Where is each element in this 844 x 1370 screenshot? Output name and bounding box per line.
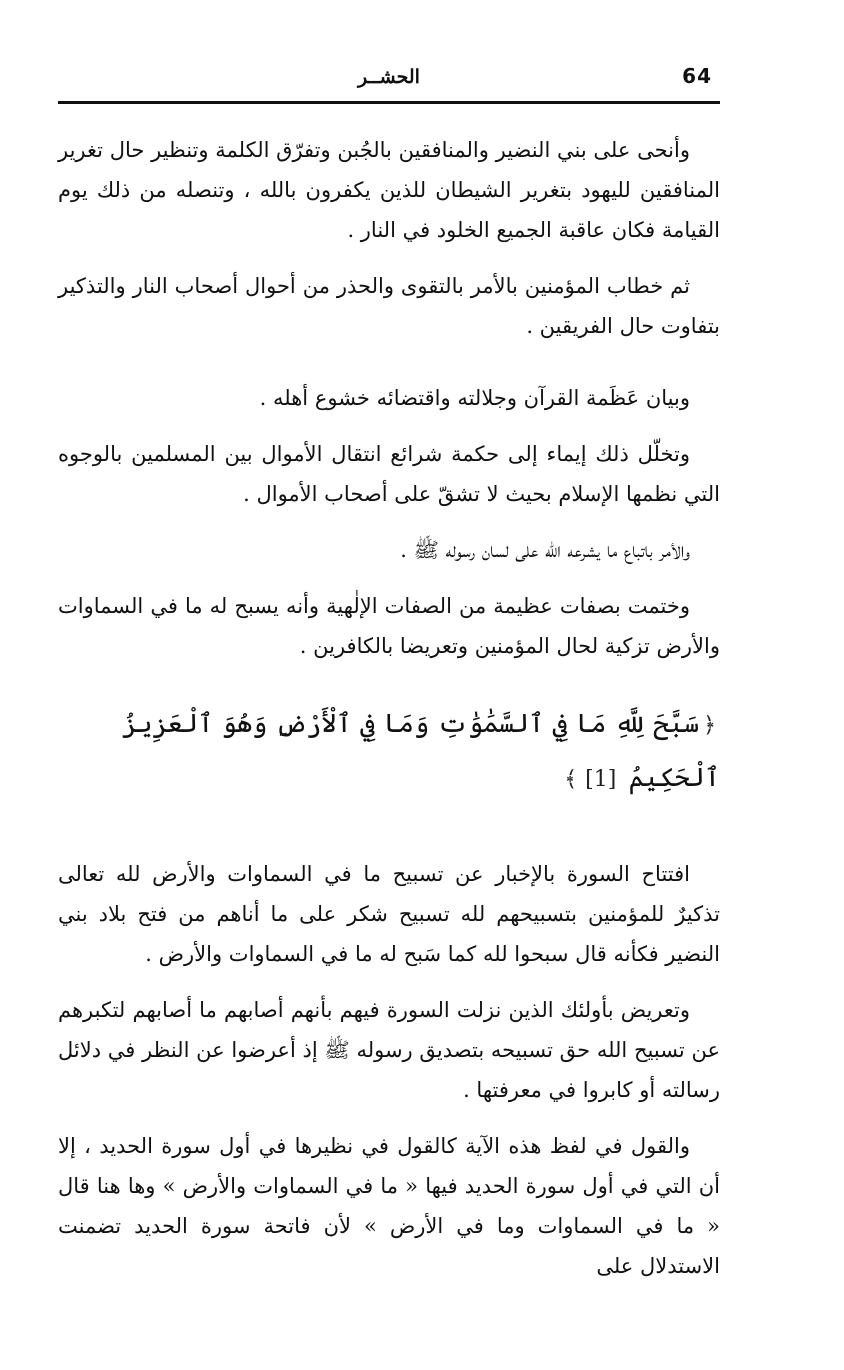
- paragraph: وتعريض بأولئك الذين نزلت السورة فيهم بأنهم أصابهم ما أصابهم لتكبرهم عن تسبيح الله حق تسبيحه بتصديق رسوله ﷺ إذ أعرضوا عن النظر في دلائل رسالته أو كابروا في معرفتها .: [58, 998, 720, 1102]
- running-title: الحشــر: [358, 66, 420, 88]
- paragraph: والقول في لفظ هذه الآية كالقول في نظيرها في أول سورة الحديد ، إلا أن التي في أول سورة الحديد فيها « ما في السماوات والأرض » وها هنا قال « ما في السماوات وما في الأرض » لأن فاتحة سورة الحديد تضمنت الاستدلال على: [58, 1134, 720, 1278]
- paragraph: وتخلّل ذلك إيماء إلى حكمة شرائع انتقال الأموال بين المسلمين بالوجوه التي نظمها الإسلام بحيث لا تشقّ على أصحاب الأموال .: [58, 442, 720, 506]
- paragraph: افتتاح السورة بالإخبار عن تسبيح ما في السماوات والأرض لله تعالى تذكيرٌ للمؤمنين بتسبيحهم لله تسبيح شكر على ما أناهم من فتح بلاد بني النضير فكأنه قال سبحوا لله كما سَبح له ما في السماوات والأرض .: [58, 862, 720, 966]
- paragraph: والأمر باتباع ما يشرعه الله على لسان رسوله ﷺ .: [400, 538, 690, 562]
- verse-open-bracket: ﴿: [703, 713, 716, 738]
- page-body: [58, 130, 720, 1286]
- paragraph: وأنحى على بني النضير والمنافقين بالجُبن وتفرّق الكلمة وتنظير حال تغرير المنافقين لليهود بتغرير الشيطان للذين يكفرون بالله ، وتنصله من ذلك يوم القيامة فكان عاقبة الجميع الخلود في النار .: [58, 138, 720, 242]
- paragraph: وختمت بصفات عظيمة من الصفات الإلٰهية وأنه يسبح له ما في السماوات والأرض تزكية لحال المؤمنين وتعريضا بالكافرين .: [58, 594, 720, 658]
- paragraph: ثم خطاب المؤمنين بالأمر بالتقوى والحذر من أحوال أصحاب النار والتذكير بتفاوت حال الفريقين .: [58, 274, 720, 338]
- verse-close-bracket: ﴾: [564, 767, 578, 792]
- page-header: [58, 58, 720, 104]
- verse-text: سَبَّحَ لِلَّهِ مَا فِي ٱلسَّمَٰوَٰتِ وَمَا فِي ٱلْأَرْضِ وَهُوَ ٱلْعَزِيزُ ٱلْحَكِيمُ: [121, 709, 720, 793]
- page-number: 64: [682, 64, 712, 88]
- paragraph: وبيان عَظَمة القرآن وجلالته واقتضائه خشوع أهله .: [259, 386, 690, 410]
- quran-verse: [58, 698, 720, 806]
- verse-number: [1]: [585, 767, 617, 792]
